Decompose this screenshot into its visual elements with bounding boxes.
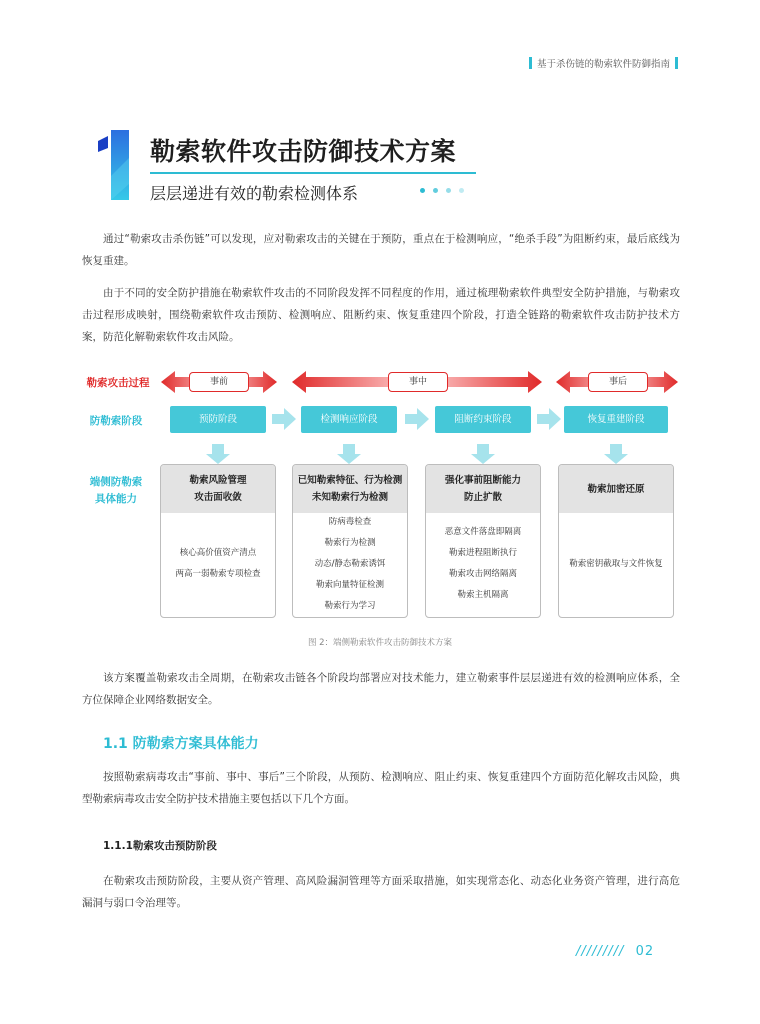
dot — [446, 188, 451, 193]
intro-paragraph-2: 由于不同的安全防护措施在勒索软件攻击的不同阶段发挥不同程度的作用，通过梳理勒索软件典型安全防护措施，与勒索攻击过程形成映射，围绕勒索软件攻击预防、检测响应、阻断约束、恢复重建四个阶段，打造全链路的勒索软件攻击防护技术方案，防范化解勒索软件攻击风险。 — [82, 287, 680, 343]
label-capabilities-line1: 端侧防勒索 — [89, 476, 143, 488]
capability-item: 恶意文件落盘即隔离 — [444, 527, 522, 537]
figure-caption: 图 2：端侧勒索软件攻击防御技术方案 — [307, 638, 453, 648]
capability-head — [426, 465, 540, 513]
label-capabilities-line2: 具体能力 — [95, 493, 137, 505]
capability-item: 动态/静态勒索诱饵 — [314, 558, 386, 569]
capability-box-recovery — [558, 464, 674, 618]
dot — [459, 188, 464, 193]
capability-item: 勒索主机隔离 — [457, 590, 509, 600]
capability-head-line: 未知勒索行为检测 — [311, 492, 388, 503]
body-paragraph-5: 在勒索攻击预防阶段，主要从资产管理、高风险漏洞管理等方面采取措施，如实现常态化、动态化业务资产管理，进行高危漏洞与弱口令治理等。 — [82, 875, 680, 909]
capability-head-line: 勒索风险管理 — [189, 475, 247, 486]
body-paragraph-3: 该方案覆盖勒索攻击全周期，在勒索攻击链各个阶段均部署应对技术能力，建立勒索事件层层递进有效的检测响应体系，全方位保障企业网络数据安全。 — [82, 672, 680, 706]
phase-arrow-down — [471, 444, 495, 464]
capability-item: 勒索行为学习 — [324, 600, 376, 611]
phase-detection-response: 检测响应阶段 — [301, 406, 397, 433]
page-number: 02 — [635, 944, 655, 959]
chapter-divider — [150, 172, 476, 174]
label-stages: 防勒索阶段 — [89, 415, 143, 427]
phase-recovery: 恢复重建阶段 — [564, 406, 668, 433]
capability-head — [293, 465, 407, 513]
capability-item: 勒索行为检测 — [324, 537, 376, 548]
header-bar-left — [529, 57, 532, 69]
subsection-title: 1.1.1勒索攻击预防阶段 — [103, 840, 217, 852]
capability-box-blocking — [425, 464, 541, 618]
intro-paragraph-1: 通过“勒索攻击杀伤链”可以发现，应对勒索攻击的关键在于预防，重点在于检测响应，“绝杀手段”为阻断约束，最后底线为恢复重建。 — [82, 233, 680, 267]
body-paragraph-4: 按照勒索病毒攻击“事前、事中、事后”三个阶段，从预防、检测响应、阻止约束、恢复重建四个方面防范化解攻击风险，典型勒索病毒攻击安全防护技术措施主要包括以下几个方面。 — [82, 771, 680, 805]
defense-diagram — [80, 366, 680, 624]
capability-items — [293, 513, 407, 615]
capability-item: 勒索进程阻断执行 — [448, 548, 517, 558]
capability-head-line: 强化事前阻断能力 — [444, 475, 521, 486]
phase-arrow-down — [604, 444, 628, 464]
capability-item: 勒索向量特征检测 — [315, 579, 384, 590]
capability-item: 核心高价值资产清点 — [179, 548, 257, 558]
capability-item: 防病毒检查 — [328, 516, 372, 527]
decorative-dots — [420, 188, 464, 193]
capability-head-line: 勒索加密还原 — [587, 483, 645, 495]
footer-slashes: ///////// — [576, 944, 625, 959]
capability-items — [426, 513, 540, 615]
phase-arrow-right — [272, 408, 296, 430]
chapter-heading — [98, 128, 678, 208]
header-title: 基于杀伤链的勒索软件防御指南 — [536, 59, 670, 70]
phase-arrow-right — [537, 408, 561, 430]
label-before: 事前 — [189, 372, 249, 392]
label-during: 事中 — [388, 372, 448, 392]
header-bar-right — [675, 57, 678, 69]
page-header — [529, 56, 678, 70]
phase-prevention: 预防阶段 — [170, 406, 266, 433]
chapter-subtitle: 层层递进有效的勒索检测体系 — [150, 184, 359, 203]
capability-item: 勒索攻击网络隔离 — [448, 569, 517, 579]
chapter-number-graphic — [98, 128, 132, 200]
capability-items — [559, 513, 673, 615]
label-after: 事后 — [588, 372, 648, 392]
capability-box-detection — [292, 464, 408, 618]
chapter-title: 勒索软件攻击防御技术方案 — [150, 137, 457, 166]
dot — [420, 188, 425, 193]
capability-head-line: 已知勒索特征、行为检测 — [297, 475, 403, 486]
capability-items — [161, 513, 275, 615]
capability-head-line: 防止扩散 — [463, 492, 502, 503]
capability-head — [559, 465, 673, 513]
capability-head-line: 攻击面收敛 — [194, 492, 242, 503]
section-title: 1.1 防勒索方案具体能力 — [103, 736, 259, 752]
capability-item: 两高一弱勒索专项检查 — [175, 569, 261, 579]
phase-arrow-down — [206, 444, 230, 464]
phase-arrow-down — [337, 444, 361, 464]
phase-arrow-right — [405, 408, 429, 430]
capability-head — [161, 465, 275, 513]
dot — [433, 188, 438, 193]
capability-item: 勒索密钥截取与文件恢复 — [569, 559, 663, 569]
label-capabilities — [80, 474, 152, 508]
capability-box-prevention — [160, 464, 276, 618]
phase-blocking: 阻断约束阶段 — [435, 406, 531, 433]
label-attack-process: 勒索攻击过程 — [86, 377, 150, 389]
page-footer — [576, 944, 654, 959]
